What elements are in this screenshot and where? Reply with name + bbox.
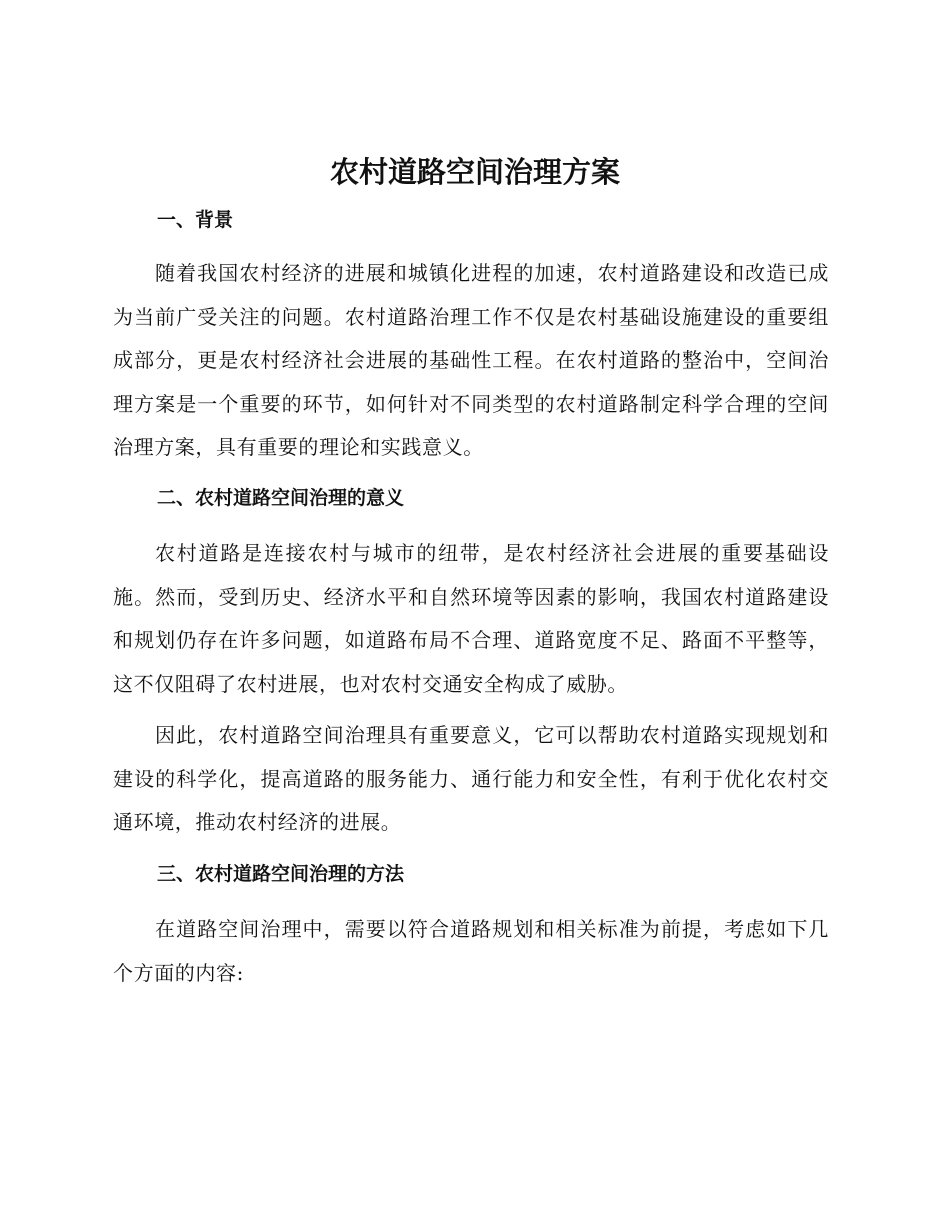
- paragraph-significance-2: 因此，农村道路空间治理具有重要意义，它可以帮助农村道路实现规划和建设的科学化，提高道路的服务能力、通行能力和安全性，有利于优化农村交通环境，推动农村经济的进展。: [113, 723, 829, 834]
- section-heading-methods: 三、农村道路空间治理的方法: [157, 863, 405, 885]
- paragraph-background-1: 随着我国农村经济的进展和城镇化进程的加速，农村道路建设和改造已成为当前广受关注的问题。农村道路治理工作不仅是农村基础设施建设的重要组成部分，更是农村经济社会进展的基础性工程。在农村道路的整治中，空间治理方案是一个重要的环节，如何针对不同类型的农村道路制定科学合理的空间治理方案，具有重要的理论和实践意义。: [113, 261, 829, 459]
- paragraph-methods-1: 在道路空间治理中，需要以符合道路规划和相关标准为前提，考虑如下几个方面的内容:: [113, 917, 829, 985]
- document-title: 农村道路空间治理方案: [329, 155, 620, 189]
- paragraph-significance-1: 农村道路是连接农村与城市的纽带，是农村经济社会进展的重要基础设施。然而，受到历史、经济水平和自然环境等因素的影响，我国农村道路建设和规划仍存在许多问题，如道路布局不合理、道路宽度不足、路面不平整等，这不仅阻碍了农村进展，也对农村交通安全构成了威胁。: [113, 541, 829, 696]
- section-heading-significance: 二、农村道路空间治理的意义: [157, 487, 405, 509]
- section-heading-background: 一、背景: [157, 209, 234, 231]
